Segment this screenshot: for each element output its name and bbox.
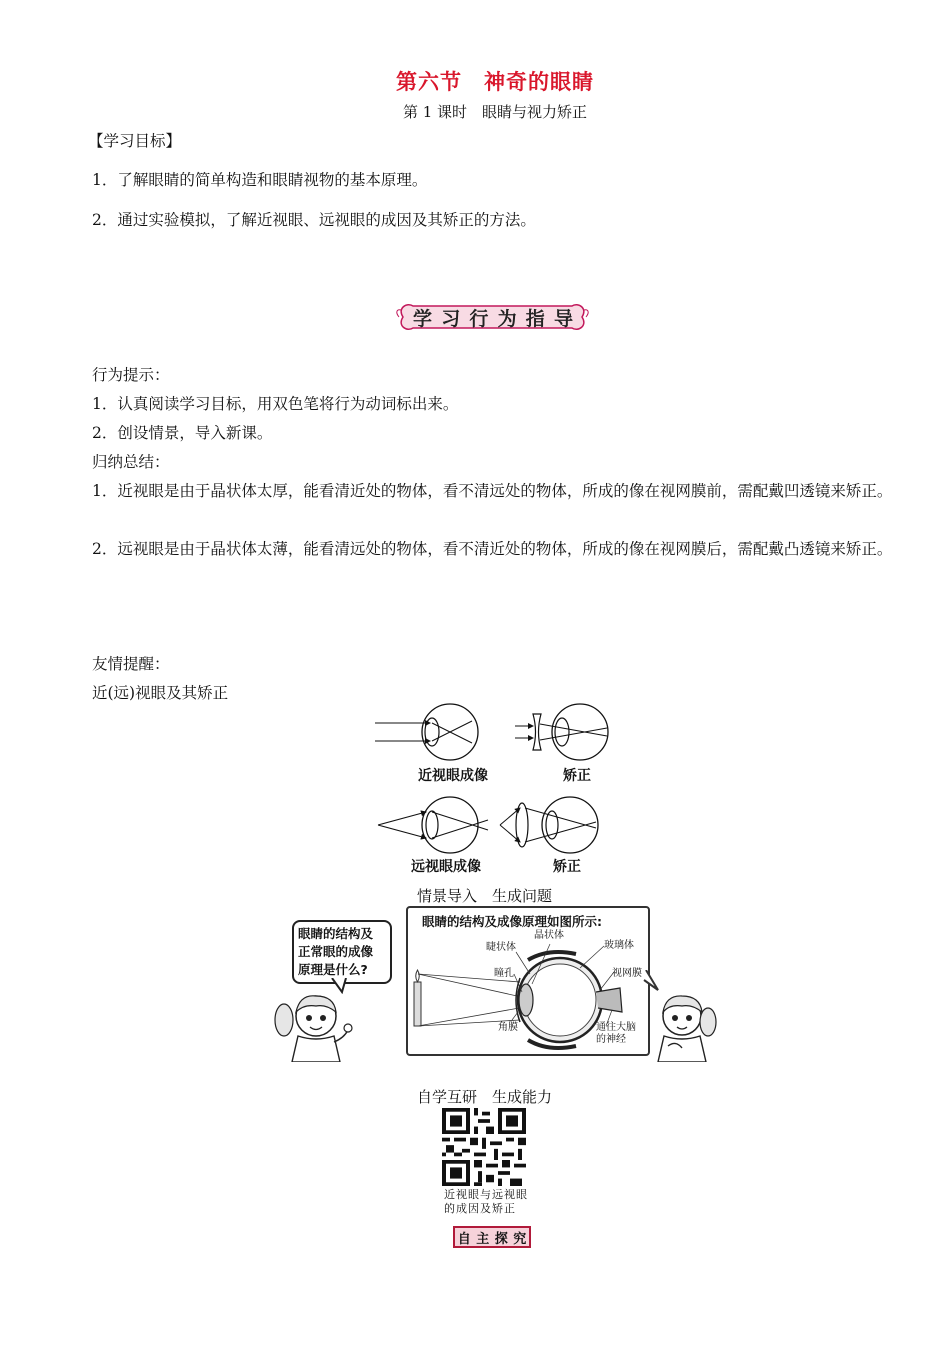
tag-char: 主 — [476, 1231, 490, 1247]
diagram-title: 眼睛的结构及成像原理如图所示: — [422, 914, 602, 929]
eye-structure-diagram — [406, 906, 650, 1056]
label-nerve-line: 通往大脑 — [596, 1022, 636, 1033]
myopia-eye — [375, 704, 478, 760]
summary-item-1: 1．近视眼是由于晶状体太厚，能看清近处的物体，看不清远处的物体，所成的像在视网膜前，需配戴凹透镜来矫正。 — [92, 482, 893, 500]
label-nerve-line: 的神经 — [596, 1034, 626, 1045]
hyperopia-eye — [378, 797, 488, 853]
banner-char: 行 — [469, 307, 489, 330]
label-cornea: 角膜 — [498, 1022, 518, 1033]
banner-char: 为 — [497, 307, 517, 330]
label-retina: 视网膜 — [612, 968, 642, 979]
girl-character-left — [270, 990, 360, 1062]
page-title: 第六节 神奇的眼睛 — [396, 70, 594, 94]
tag-char: 探 — [494, 1231, 508, 1247]
hyperopia-fix-label: 矫正 — [553, 859, 581, 875]
summary-heading: 归纳总结： — [92, 453, 170, 471]
objective-item-2: 2．通过实验模拟，了解近视眼、远视眼的成因及其矫正的方法。 — [92, 211, 536, 229]
label-ciliary: 睫状体 — [486, 942, 516, 953]
myopia-correction-eye — [515, 704, 608, 760]
reminder-heading: 友情提醒： — [92, 655, 170, 673]
objective-item-1: 1．了解眼睛的简单构造和眼睛视物的基本原理。 — [92, 171, 428, 189]
tag-char: 究 — [513, 1231, 527, 1247]
banner-char: 习 — [441, 307, 461, 330]
self-explore-tag — [453, 1226, 531, 1248]
qr-caption-line: 近视眼与远视眼 — [444, 1188, 528, 1201]
behavior-heading: 行为提示： — [92, 366, 170, 384]
hyperopia-correction-eye — [500, 797, 598, 853]
scene-section-title: 情景导入 生成问题 — [417, 887, 553, 905]
myopia-fix-label: 矫正 — [563, 768, 591, 784]
banner-char: 导 — [553, 307, 573, 330]
reminder-subheading: 近(远)视眼及其矫正 — [92, 684, 229, 702]
myopia-label: 近视眼成像 — [418, 768, 488, 784]
label-lens: 晶状体 — [534, 930, 564, 941]
hyperopia-label: 远视眼成像 — [411, 859, 481, 875]
qr-caption — [444, 1188, 528, 1216]
self-study-section-title: 自学互研 生成能力 — [417, 1088, 553, 1106]
summary-item-2: 2．远视眼是由于晶状体太薄，能看清远处的物体，看不清近处的物体，所成的像在视网膜后，需配戴凸透镜来矫正。 — [92, 540, 893, 558]
bubble-line: 眼睛的结构及 — [298, 926, 374, 941]
behavior-item-2: 2．创设情景，导入新课。 — [92, 424, 273, 442]
banner-char: 指 — [525, 307, 545, 330]
label-nerve — [596, 1022, 636, 1046]
section-banner — [395, 298, 590, 336]
bubble-line: 正常眼的成像 — [298, 944, 374, 959]
behavior-item-1: 1．认真阅读学习目标，用双色笔将行为动词标出来。 — [92, 395, 459, 413]
qr-caption-line: 的成因及矫正 — [444, 1202, 516, 1215]
label-pupil: 瞳孔 — [494, 968, 514, 979]
question-bubble — [292, 920, 392, 984]
label-vitreous: 玻璃体 — [604, 940, 634, 951]
girl-character-right — [650, 990, 720, 1062]
qr-code-image — [442, 1108, 526, 1186]
objectives-heading: 【学习目标】 — [88, 132, 182, 150]
page-subtitle: 第 1 课时 眼睛与视力矫正 — [402, 103, 588, 121]
bubble-line: 原理是什么? — [298, 962, 368, 977]
tag-char: 自 — [457, 1231, 471, 1247]
qr-code[interactable] — [442, 1108, 526, 1186]
banner-char: 学 — [413, 307, 433, 330]
